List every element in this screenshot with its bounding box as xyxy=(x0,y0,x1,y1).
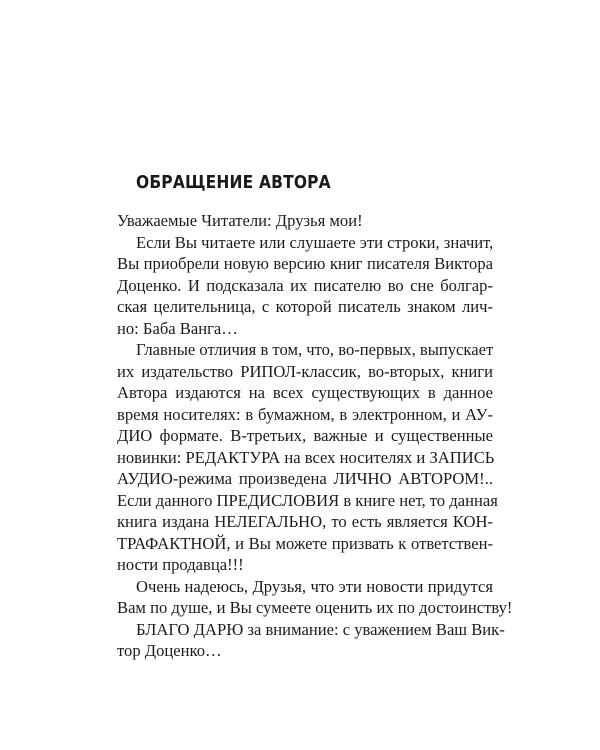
text-line: Доценко. И подсказала их писателю во сне болгар- xyxy=(117,275,493,295)
section-heading: ОБРАЩЕНИЕ АВТОРА xyxy=(136,172,331,193)
text-line: время носителях: в бумажном, в электронном, и АУ- xyxy=(117,404,493,424)
text-line: Вы приобрели новую версию книг писателя Виктора xyxy=(117,254,493,273)
text-line: но: Баба Ванга… xyxy=(117,318,238,338)
text-line: новинки: РЕДАКТУРА на всех носителях и ЗАПИСЬ xyxy=(117,447,495,467)
text-line: их издательство РИПОЛ-классик, во-вторых, книги xyxy=(117,361,493,381)
text-line: АУДИО-режима произведена ЛИЧНО АВТОРОМ!.. xyxy=(117,469,493,488)
text-line: БЛАГО ДАРЮ за внимание: с уважением Ваш Вик- xyxy=(136,619,505,639)
author-address-text xyxy=(117,210,513,662)
text-line: ДИО формате. В-третьих, важные и существенные xyxy=(117,426,493,445)
text-line: Вам по душе, и Вы сумеете оценить их по достоинству! xyxy=(117,598,513,617)
text-line: тор Доценко… xyxy=(117,641,222,660)
text-line: ская целительница, с которой писатель знаком лич- xyxy=(117,297,493,316)
text-line: Очень надеюсь, Друзья, что эти новости придутся xyxy=(136,576,493,596)
text-line: Уважаемые Читатели: Друзья мои! xyxy=(117,211,363,230)
text-line: Автора издаются на всех существующих в данное xyxy=(117,383,493,402)
text-line: книга издана НЕЛЕГАЛЬНО, то есть является КОН- xyxy=(117,512,493,531)
text-line: Главные отличия в том, что, во-первых, выпускает xyxy=(136,340,494,359)
text-line: ТРАФАКТНОЙ, и Вы можете призвать к ответствен- xyxy=(117,533,493,553)
text-line: ности продавца!!! xyxy=(117,555,244,574)
text-line: Если Вы читаете или слушаете эти строки, значит, xyxy=(136,232,494,252)
text-line: Если данного ПРЕДИСЛОВИЯ в книге нет, то данная xyxy=(117,490,498,510)
